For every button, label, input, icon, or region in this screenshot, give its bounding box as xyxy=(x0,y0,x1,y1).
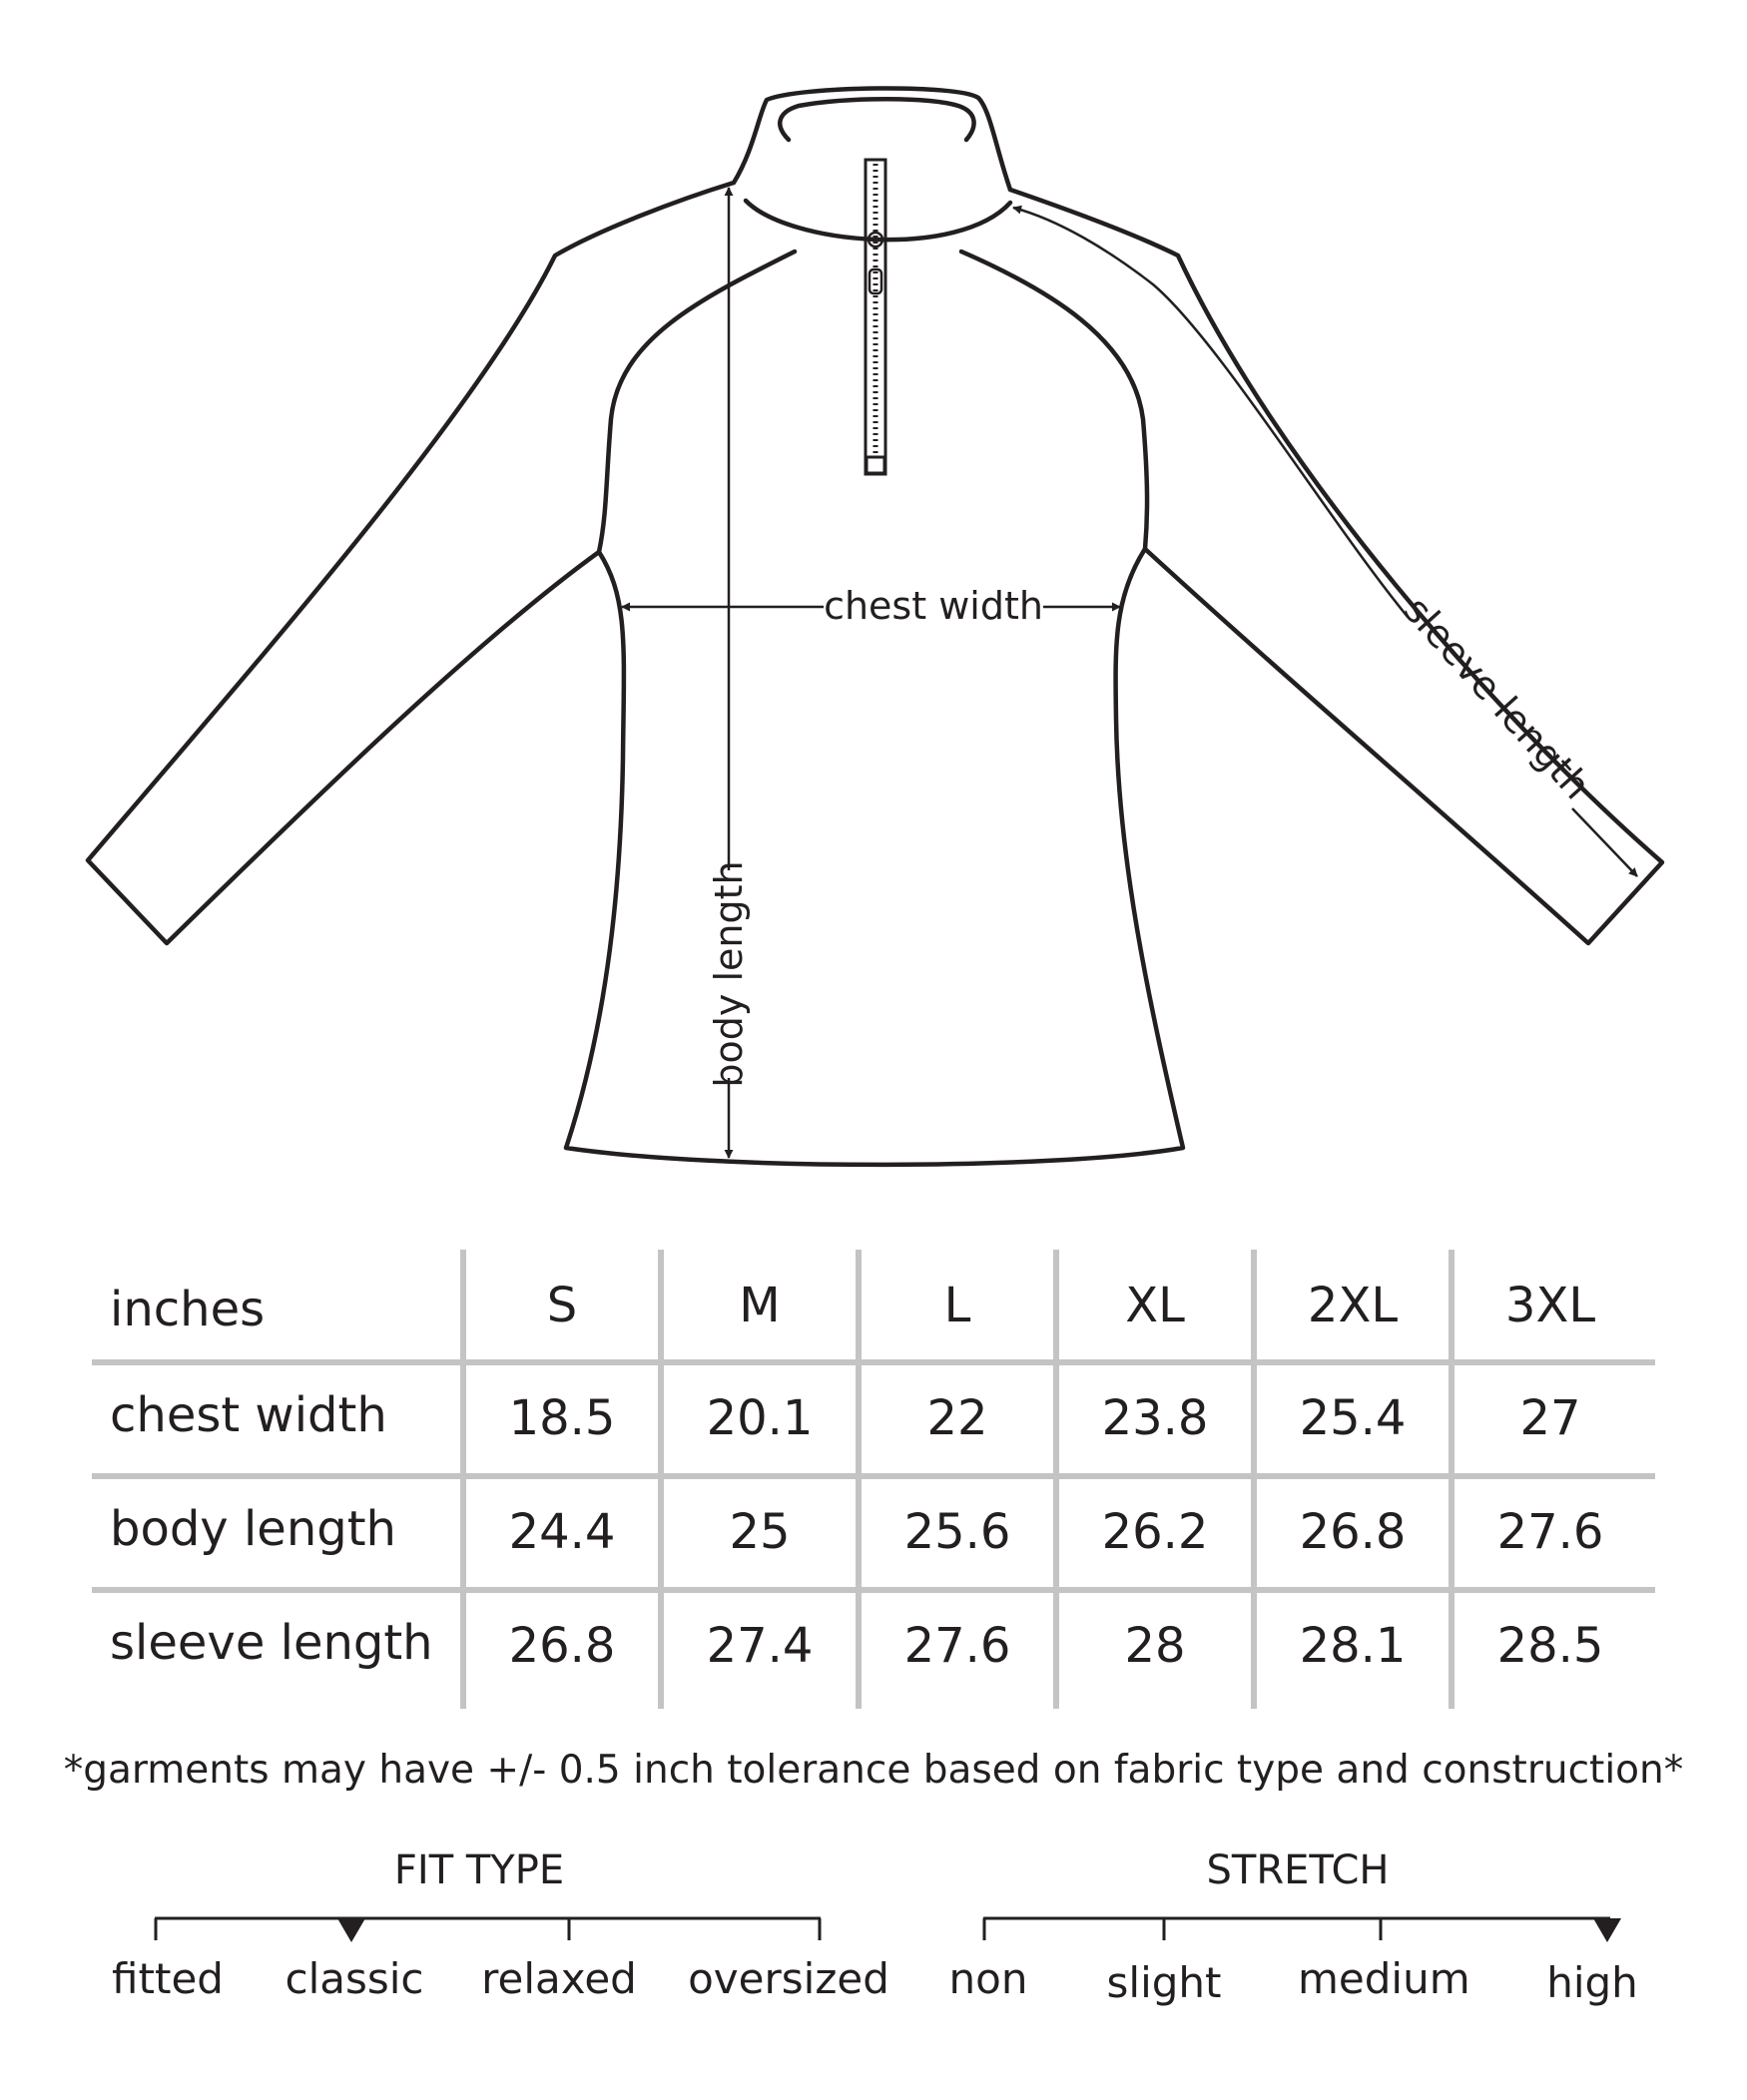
table-cell: 22 xyxy=(926,1390,988,1446)
zipper xyxy=(866,160,885,474)
unit-label: inches xyxy=(110,1282,266,1337)
table-cell: 25.6 xyxy=(903,1504,1011,1560)
table-cell: 28 xyxy=(1124,1618,1186,1674)
fit-type-marker xyxy=(337,1918,365,1942)
chest-width-label: chest width xyxy=(824,584,1043,628)
body-length-label: body length xyxy=(707,860,751,1088)
fit-option-oversized: oversized xyxy=(688,1954,889,2003)
table-cell: 26.8 xyxy=(1299,1504,1407,1560)
size-header-m: M xyxy=(739,1278,781,1333)
row-divider xyxy=(92,1587,1655,1593)
stretch-option-medium: medium xyxy=(1298,1954,1470,2003)
stretch-option-non: non xyxy=(948,1954,1028,2003)
table-cell: 26.2 xyxy=(1101,1504,1209,1560)
fit-type-scale xyxy=(0,1896,874,1956)
table-cell: 28.5 xyxy=(1496,1618,1604,1674)
size-header-3xl: 3XL xyxy=(1504,1278,1596,1333)
size-header-xl: XL xyxy=(1125,1278,1185,1333)
stretch-option-high: high xyxy=(1546,1958,1638,2007)
row-divider xyxy=(92,1359,1655,1365)
stretch-option-slight: slight xyxy=(1106,1958,1222,2007)
size-header-s: S xyxy=(546,1278,578,1333)
size-header-2xl: 2XL xyxy=(1307,1278,1399,1333)
row-label: body length xyxy=(110,1501,396,1557)
size-header-l: L xyxy=(943,1278,971,1333)
row-label: chest width xyxy=(110,1387,387,1443)
stretch-title: STRETCH xyxy=(1206,1847,1390,1893)
table-cell: 25 xyxy=(729,1504,791,1560)
fit-option-classic: classic xyxy=(285,1954,424,2003)
row-label: sleeve length xyxy=(110,1615,433,1671)
sleeve-length-label: sleeve length xyxy=(1395,588,1599,808)
table-cell: 27 xyxy=(1519,1390,1581,1446)
table-cell: 27.6 xyxy=(903,1618,1011,1674)
fit-option-fitted: fitted xyxy=(112,1954,224,2003)
table-cell: 23.8 xyxy=(1101,1390,1209,1446)
table-cell: 27.4 xyxy=(706,1618,814,1674)
table-cell: 24.4 xyxy=(508,1504,616,1560)
table-cell: 18.5 xyxy=(508,1390,616,1446)
table-cell: 20.1 xyxy=(706,1390,814,1446)
stretch-scale xyxy=(874,1896,1747,1956)
table-cell: 25.4 xyxy=(1299,1390,1407,1446)
table-cell: 27.6 xyxy=(1496,1504,1604,1560)
fit-type-title: FIT TYPE xyxy=(393,1847,565,1893)
tolerance-note: *garments may have +/- 0.5 inch tolerance based on fabric type and construction* xyxy=(63,1748,1684,1793)
fit-option-relaxed: relaxed xyxy=(481,1954,637,2003)
table-cell: 28.1 xyxy=(1299,1618,1407,1674)
size-chart-table xyxy=(92,1250,1655,1709)
stretch-marker xyxy=(1593,1918,1621,1942)
row-divider xyxy=(92,1473,1655,1479)
table-cell: 26.8 xyxy=(508,1618,616,1674)
